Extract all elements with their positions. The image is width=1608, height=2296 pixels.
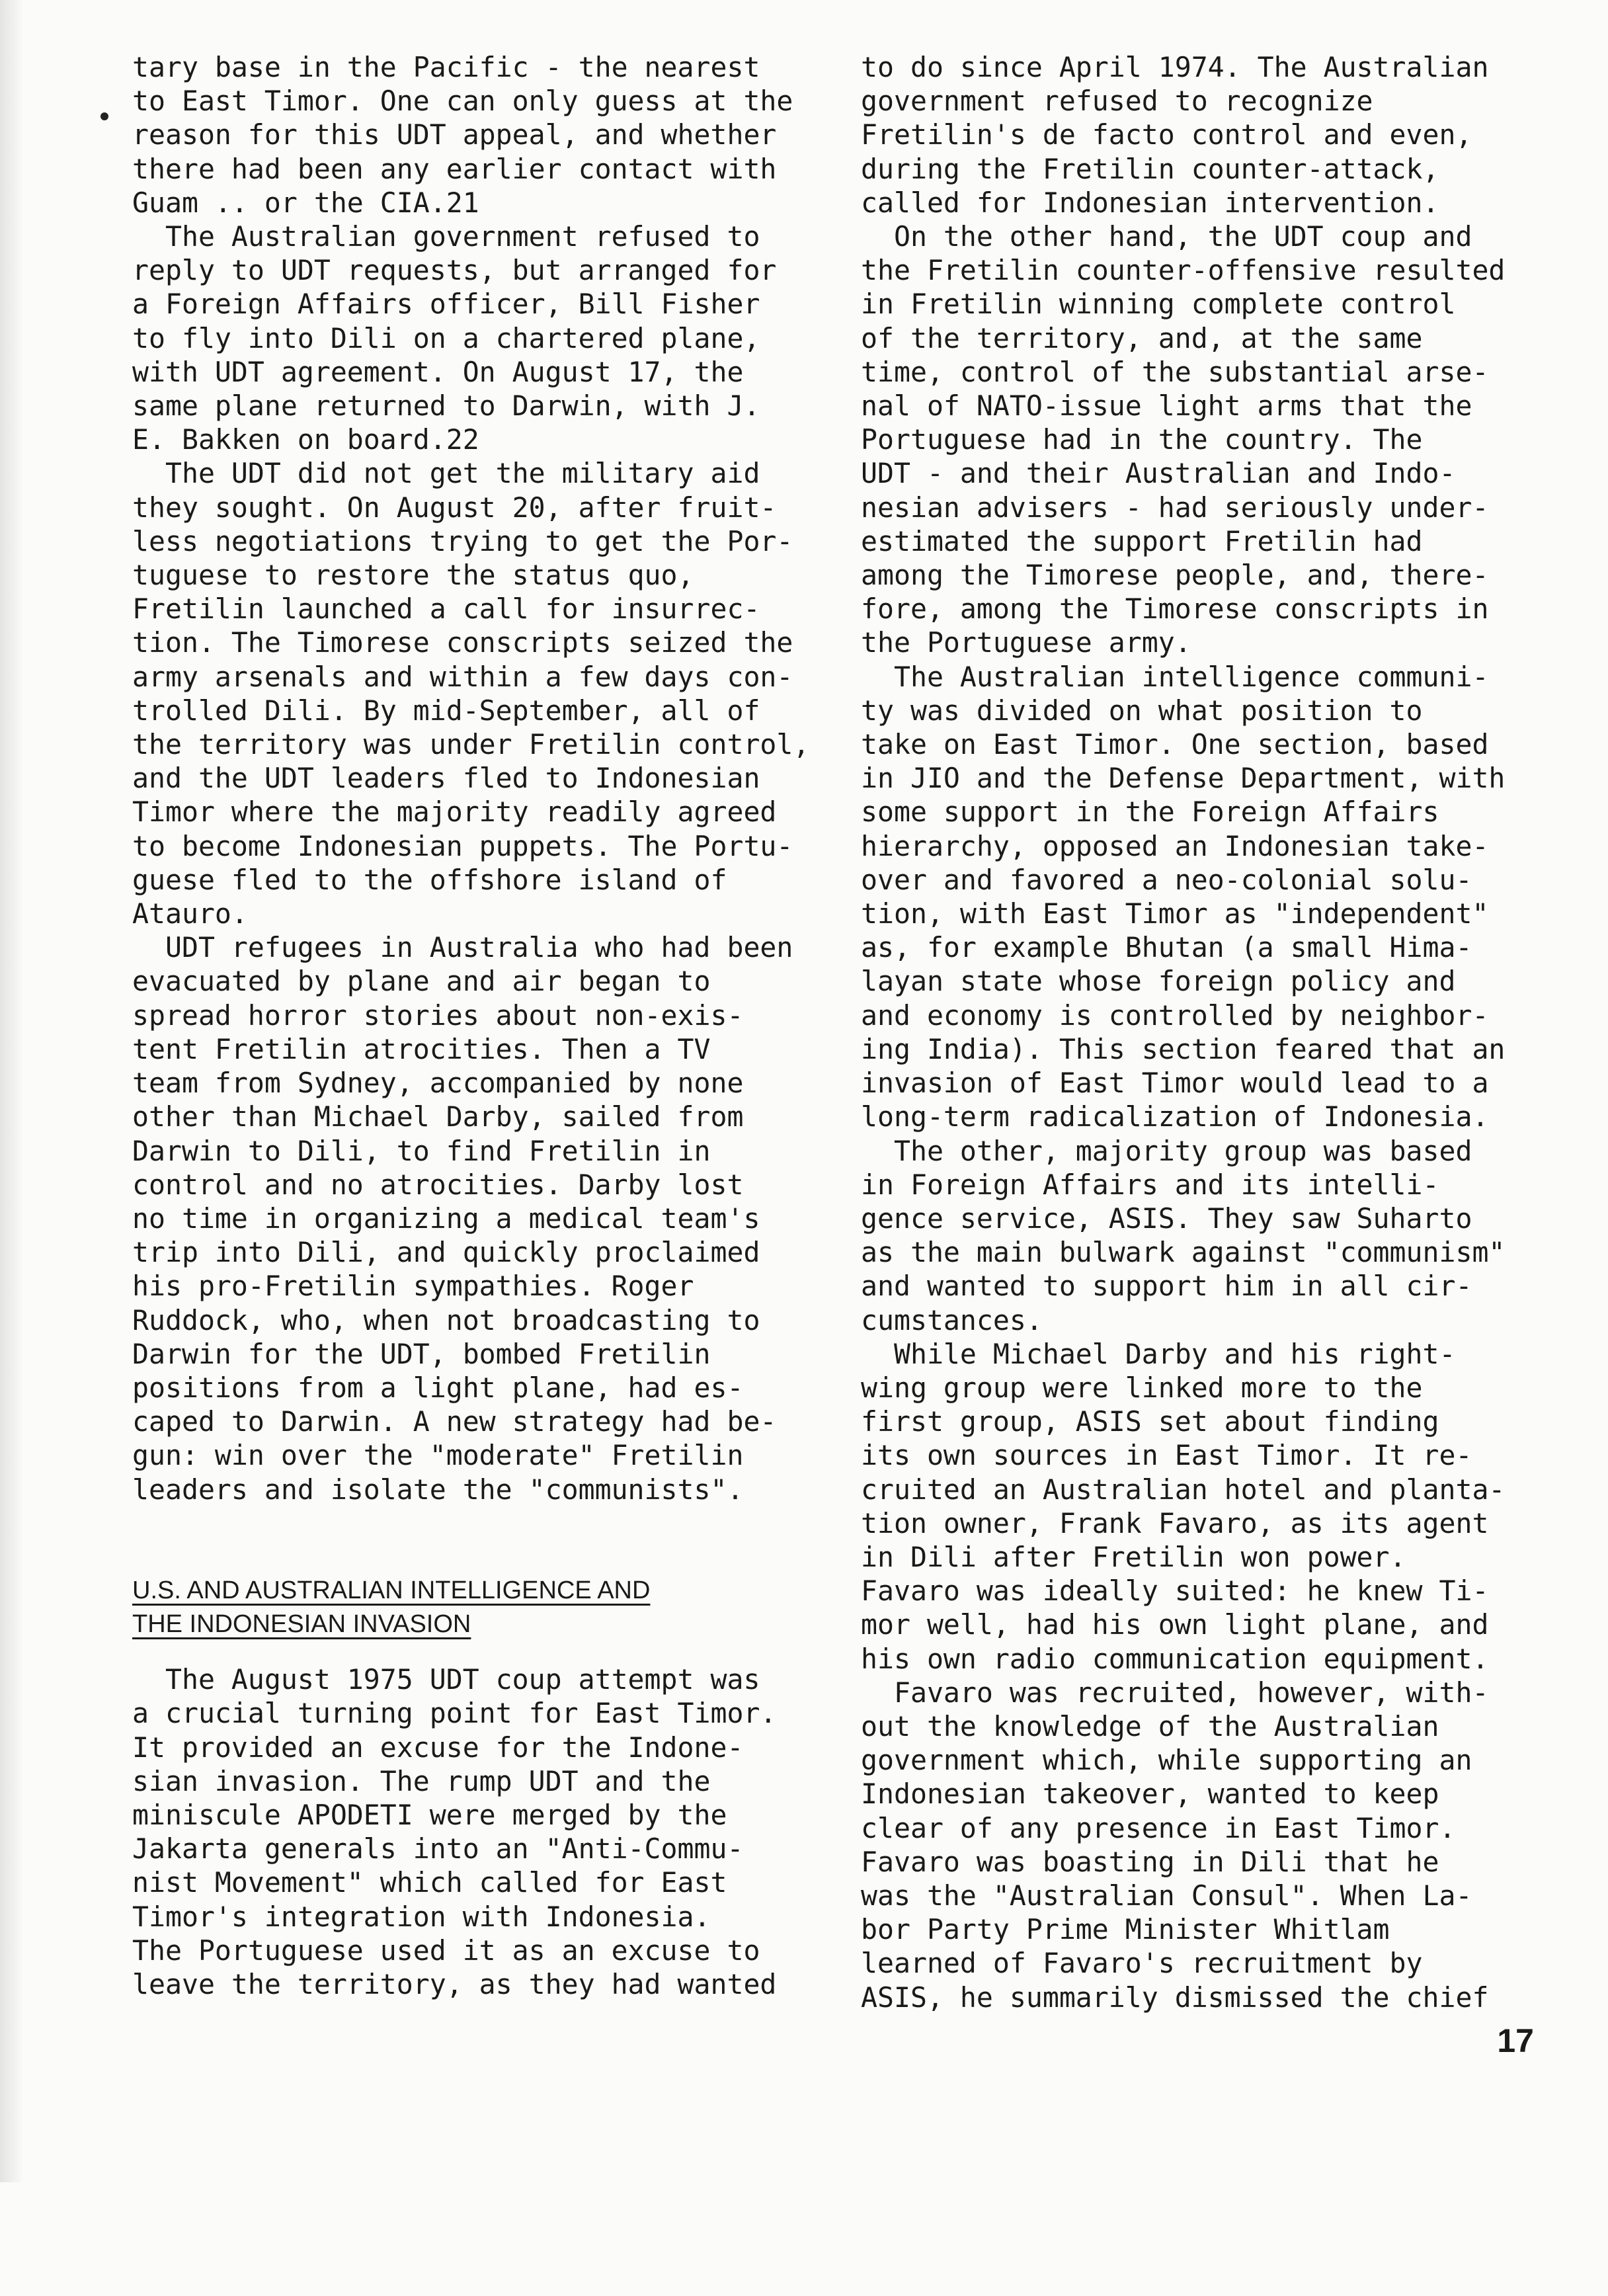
text-line: trip into Dili, and quickly proclaimed (132, 1236, 760, 1269)
text-line: positions from a light plane, had es- (132, 1371, 744, 1404)
text-line: leaders and isolate the "communists". (132, 1473, 744, 1506)
text-line: and wanted to support him in all cir- (861, 1270, 1472, 1303)
stray-mark (100, 112, 108, 120)
text-line: his own radio communication equipment. (861, 1642, 1489, 1675)
text-line: government which, while supporting an (861, 1744, 1472, 1777)
text-line: long-term radicalization of Indonesia. (861, 1100, 1489, 1133)
text-line: leave the territory, as they had wanted (132, 1967, 777, 2000)
heading-line: THE INDONESIAN INVASION (132, 1610, 471, 1638)
text-line: tion owner, Frank Favaro, as its agent (861, 1506, 1489, 1539)
text-line: reply to UDT requests, but arranged for (132, 254, 777, 287)
text-line: sian invasion. The rump UDT and the (132, 1764, 711, 1797)
right-column-text (861, 50, 1562, 2014)
heading-line: U.S. AND AUSTRALIAN INTELLIGENCE AND (132, 1576, 651, 1604)
text-line: among the Timorese people, and, there- (861, 559, 1489, 592)
section-gap (132, 1506, 826, 1574)
text-line: with UDT agreement. On August 17, the (132, 355, 744, 388)
text-line: UDT - and their Australian and Indo- (861, 457, 1456, 490)
text-line: ty was divided on what position to (861, 694, 1423, 727)
text-line: Portuguese had in the country. The (861, 423, 1423, 456)
text-line: during the Fretilin counter-attack, (861, 152, 1439, 185)
text-line: caped to Darwin. A new strategy had be- (132, 1405, 777, 1438)
left-column-text-continued (132, 1662, 826, 2001)
text-line: Favaro was ideally suited: he knew Ti- (861, 1575, 1489, 1608)
text-line: Jakarta generals into an "Anti-Commu- (132, 1832, 744, 1866)
text-line: tion. The Timorese conscripts seized the (132, 626, 793, 659)
text-line: same plane returned to Darwin, with J. (132, 390, 760, 423)
text-line: the Portuguese army. (861, 626, 1191, 659)
text-line: layan state whose foreign policy and (861, 965, 1456, 998)
text-line: first group, ASIS set about finding (861, 1405, 1439, 1438)
text-line: control and no atrocities. Darby lost (132, 1168, 744, 1201)
text-line: and economy is controlled by neighbor- (861, 999, 1489, 1032)
text-line: tary base in the Pacific - the nearest (132, 51, 760, 83)
text-line: It provided an excuse for the Indone- (132, 1731, 744, 1764)
text-line: of the territory, and, at the same (861, 321, 1423, 354)
text-line: to fly into Dili on a chartered plane, (132, 321, 760, 354)
text-line: army arsenals and within a few days con- (132, 660, 793, 693)
text-line: tion, with East Timor as "independent" (861, 897, 1489, 930)
text-line: its own sources in East Timor. It re- (861, 1439, 1472, 1472)
text-line: Indonesian takeover, wanted to keep (861, 1778, 1439, 1811)
text-line: Darwin for the UDT, bombed Fretilin (132, 1337, 711, 1370)
text-line: to become Indonesian puppets. The Portu- (132, 829, 793, 862)
text-line: Fretilin launched a call for insurrec- (132, 593, 760, 626)
text-line: a Foreign Affairs officer, Bill Fisher (132, 288, 760, 321)
text-line: Timor where the majority readily agreed (132, 796, 777, 829)
section-heading (132, 1574, 826, 1641)
text-line: nesian advisers - had seriously under- (861, 491, 1489, 524)
text-line: no time in organizing a medical team's (132, 1202, 760, 1235)
text-line: ing India). This section feared that an (861, 1032, 1506, 1065)
text-line: cumstances. (861, 1303, 1043, 1336)
left-column (132, 50, 826, 2001)
text-line: a crucial turning point for East Timor. (132, 1697, 777, 1730)
text-line: some support in the Foreign Affairs (861, 796, 1439, 829)
text-line: tent Fretilin atrocities. Then a TV (132, 1032, 711, 1065)
text-line: The Australian intelligence communi- (861, 660, 1489, 693)
text-line: invasion of East Timor would lead to a (861, 1067, 1489, 1100)
text-line: miniscule APODETI were merged by the (132, 1798, 727, 1831)
text-line: estimated the support Fretilin had (861, 524, 1423, 557)
text-line: the territory was under Fretilin control, (132, 728, 810, 761)
text-line: UDT refugees in Australia who had been (132, 931, 793, 964)
text-line: Ruddock, who, when not broadcasting to (132, 1303, 760, 1336)
text-line: reason for this UDT appeal, and whether (132, 118, 777, 151)
text-line: ASIS, he summarily dismissed the chief (861, 1981, 1489, 2014)
text-line: evacuated by plane and air began to (132, 965, 711, 998)
text-line: guese fled to the offshore island of (132, 863, 727, 896)
text-line: as the main bulwark against "communism" (861, 1236, 1506, 1269)
text-line: gence service, ASIS. They saw Suharto (861, 1202, 1472, 1235)
text-line: team from Sydney, accompanied by none (132, 1067, 744, 1100)
text-line: there had been any earlier contact with (132, 152, 777, 185)
text-line: The Australian government refused to (132, 220, 760, 253)
text-line: The UDT did not get the military aid (132, 457, 760, 490)
text-line: the Fretilin counter-offensive resulted (861, 254, 1506, 287)
text-line: nist Movement" which called for East (132, 1866, 727, 1899)
text-line: in Foreign Affairs and its intelli- (861, 1168, 1439, 1201)
text-line: they sought. On August 20, after fruit- (132, 491, 777, 524)
text-line: in Fretilin winning complete control (861, 288, 1456, 321)
text-line: gun: win over the "moderate" Fretilin (132, 1439, 744, 1472)
heading-gap (132, 1641, 826, 1662)
text-line: While Michael Darby and his right- (861, 1337, 1456, 1370)
text-line: learned of Favaro's recruitment by (861, 1947, 1423, 1980)
text-line: Atauro. (132, 897, 248, 930)
text-line: take on East Timor. One section, based (861, 728, 1489, 761)
page-number: 17 (1497, 2022, 1534, 2059)
text-line: hierarchy, opposed an Indonesian take- (861, 829, 1489, 862)
text-line: tuguese to restore the status quo, (132, 559, 694, 592)
text-line: out the knowledge of the Australian (861, 1709, 1439, 1742)
text-line: spread horror stories about non-exis- (132, 999, 744, 1032)
text-line: cruited an Australian hotel and planta- (861, 1473, 1506, 1506)
text-line: less negotiations trying to get the Por- (132, 524, 793, 557)
text-line: E. Bakken on board.22 (132, 423, 479, 456)
text-line: over and favored a neo-colonial solu- (861, 863, 1472, 896)
text-line: government refused to recognize (861, 85, 1373, 118)
text-line: fore, among the Timorese conscripts in (861, 593, 1489, 626)
text-line: trolled Dili. By mid-September, all of (132, 694, 760, 727)
text-line: called for Indonesian intervention. (861, 186, 1439, 219)
text-line: nal of NATO-issue light arms that the (861, 390, 1472, 423)
text-line: Guam .. or the CIA.21 (132, 186, 479, 219)
right-column (861, 50, 1562, 2014)
text-line: his pro-Fretilin sympathies. Roger (132, 1270, 694, 1303)
text-line: mor well, had his own light plane, and (861, 1608, 1489, 1641)
text-line: Timor's integration with Indonesia. (132, 1900, 711, 1933)
text-line: The Portuguese used it as an excuse to (132, 1934, 760, 1967)
text-line: Favaro was recruited, however, with- (861, 1676, 1489, 1709)
text-line: in Dili after Fretilin won power. (861, 1540, 1406, 1573)
left-column-text (132, 50, 826, 1506)
text-line: bor Party Prime Minister Whitlam (861, 1913, 1390, 1946)
text-line: Darwin to Dili, to find Fretilin in (132, 1134, 711, 1167)
scan-edge-shadow (0, 0, 24, 2182)
text-line: and the UDT leaders fled to Indonesian (132, 762, 760, 795)
text-line: Favaro was boasting in Dili that he (861, 1845, 1439, 1878)
text-line: to East Timor. One can only guess at the (132, 85, 793, 118)
text-line: wing group were linked more to the (861, 1371, 1423, 1404)
text-line: The other, majority group was based (861, 1134, 1472, 1167)
text-line: Fretilin's de facto control and even, (861, 118, 1472, 151)
text-line: clear of any presence in East Timor. (861, 1811, 1456, 1844)
text-line: was the "Australian Consul". When La- (861, 1879, 1472, 1912)
text-line: other than Michael Darby, sailed from (132, 1100, 744, 1133)
text-line: The August 1975 UDT coup attempt was (132, 1663, 760, 1696)
text-line: On the other hand, the UDT coup and (861, 220, 1472, 253)
text-line: in JIO and the Defense Department, with (861, 762, 1506, 795)
text-line: as, for example Bhutan (a small Hima- (861, 931, 1472, 964)
text-line: to do since April 1974. The Australian (861, 51, 1489, 83)
text-line: time, control of the substantial arse- (861, 355, 1489, 388)
